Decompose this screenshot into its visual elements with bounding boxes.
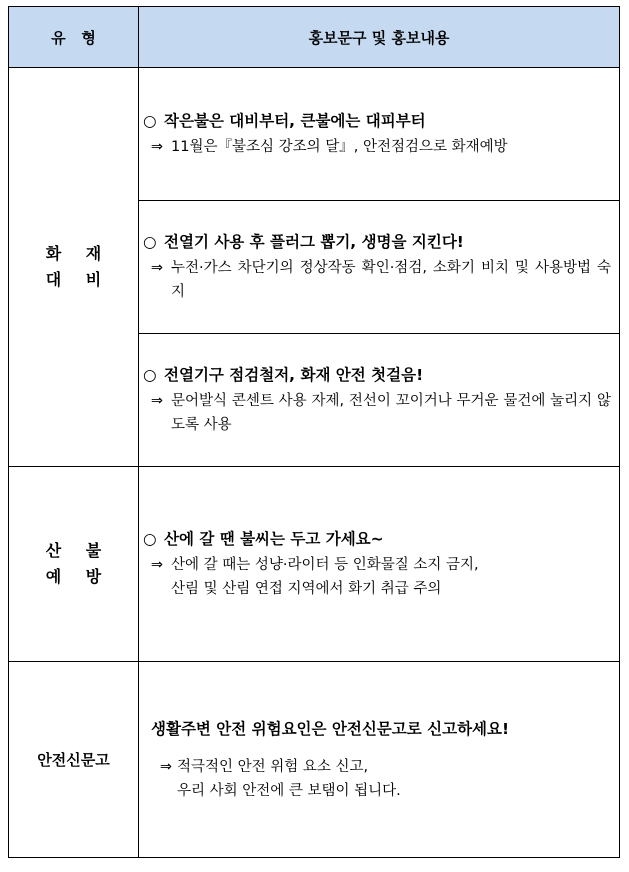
circle-bullet-icon: ○ xyxy=(143,112,157,130)
category-char: 예 xyxy=(45,567,62,586)
header-type: 유 형 xyxy=(9,7,139,68)
header-row xyxy=(9,7,620,68)
promotion-table xyxy=(8,6,620,858)
header-content: 홍보문구 및 홍보내용 xyxy=(139,7,620,68)
arrow-icon: ⇒ xyxy=(150,260,164,276)
headline: ○ 전열기구 점검철저, 화재 안전 첫걸음! xyxy=(143,363,611,387)
circle-bullet-icon: ○ xyxy=(143,233,157,251)
content-cell xyxy=(139,334,620,467)
headline: 생활주변 안전 위험요인은 안전신문고로 신고하세요! xyxy=(151,719,510,738)
content-cell xyxy=(139,201,620,334)
category-char: 대 xyxy=(45,270,62,289)
detail xyxy=(143,256,611,304)
arrow-icon: ⇒ xyxy=(150,139,164,155)
category-forest-fire xyxy=(9,467,139,662)
circle-bullet-icon: ○ xyxy=(143,530,157,548)
arrow-icon: ⇒ xyxy=(150,393,164,409)
category-fire-prep xyxy=(9,68,139,467)
content-cell xyxy=(139,467,620,662)
detail xyxy=(143,389,611,437)
detail-text: 누전·가스 차단기의 정상작동 확인·점검, 소화기 비치 및 사용방법 숙지 xyxy=(171,260,611,300)
arrow-icon: ⇒ xyxy=(150,557,164,573)
table-row xyxy=(9,662,620,858)
headline: ○ 산에 갈 땐 불씨는 두고 가세요~ xyxy=(143,527,611,551)
detail-text xyxy=(177,755,611,803)
category-label: 안전신문고 xyxy=(37,751,110,769)
content-cell xyxy=(139,68,620,201)
table-row xyxy=(9,467,620,662)
category-char: 불 xyxy=(85,541,102,560)
headline: ○ 전열기 사용 후 플러그 뽑기, 생명을 지킨다! xyxy=(143,230,611,254)
category-char: 재 xyxy=(85,244,102,263)
detail-line: 산에 갈 때는 성냥·라이터 등 인화물질 소지 금지, xyxy=(171,557,479,573)
detail-text xyxy=(171,553,611,601)
detail-text: 문어발식 콘센트 사용 자제, 전선이 꼬이거나 무거운 물건에 눌리지 않도록 사용 xyxy=(171,393,611,433)
category-char: 비 xyxy=(85,270,102,289)
detail-line: 산림 및 산림 연접 지역에서 화기 취급 주의 xyxy=(171,581,442,597)
detail-line: 적극적인 안전 위험 요소 신고, xyxy=(177,758,369,775)
circle-bullet-icon: ○ xyxy=(143,366,157,384)
table-row xyxy=(9,68,620,201)
detail xyxy=(143,135,611,159)
detail-text: 11월은『불조심 강조의 달』, 안전점검으로 화재예방 xyxy=(171,139,508,155)
detail xyxy=(143,553,611,601)
category-char: 화 xyxy=(45,244,62,263)
detail xyxy=(143,755,611,803)
category-safety-report xyxy=(9,662,139,858)
arrow-icon: ⇒ xyxy=(159,758,173,775)
category-char: 방 xyxy=(85,567,102,586)
content-cell xyxy=(139,662,620,858)
detail-line: 우리 사회 안전에 큰 보탬이 됩니다. xyxy=(177,782,401,799)
category-char: 산 xyxy=(45,541,62,560)
headline: ○ 작은불은 대비부터, 큰불에는 대피부터 xyxy=(143,109,611,133)
